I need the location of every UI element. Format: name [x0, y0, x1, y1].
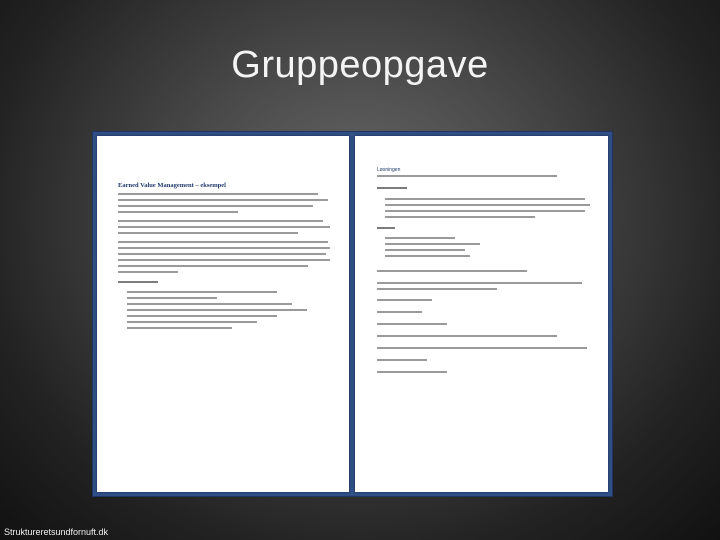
text-line	[377, 323, 447, 325]
text-line	[118, 211, 238, 213]
text-line	[118, 232, 298, 234]
text-line	[377, 187, 407, 189]
text-line	[118, 271, 178, 273]
bullet-line	[385, 210, 585, 212]
list-line	[127, 291, 277, 293]
text-line	[118, 193, 318, 195]
text-line	[377, 311, 422, 313]
bullet-line	[385, 216, 535, 218]
document-page-right	[355, 136, 608, 492]
text-line	[377, 299, 432, 301]
text-line	[377, 371, 447, 373]
list-line	[127, 321, 257, 323]
list-line	[127, 309, 307, 311]
bullet-line	[385, 249, 465, 251]
bullet-line	[385, 204, 590, 206]
text-line	[118, 241, 328, 243]
slide-footer: Struktureretsundfornuft.dk	[4, 527, 109, 537]
text-line	[377, 288, 497, 290]
document-page-left	[97, 136, 349, 492]
list-line	[127, 297, 217, 299]
text-line	[118, 205, 313, 207]
text-line	[118, 226, 330, 228]
text-line	[377, 335, 557, 337]
slide-title: Gruppeopgave	[231, 44, 489, 86]
text-line	[118, 259, 330, 261]
text-line	[377, 270, 527, 272]
document-heading-right: Løsningen	[377, 167, 401, 173]
list-line	[127, 327, 232, 329]
list-line	[127, 303, 292, 305]
list-line	[127, 315, 277, 317]
bullet-line	[385, 255, 470, 257]
text-line	[377, 347, 587, 349]
text-line	[118, 281, 158, 283]
text-line	[118, 247, 330, 249]
bullet-line	[385, 237, 455, 239]
text-line	[377, 282, 582, 284]
text-line	[377, 359, 427, 361]
bullet-line	[385, 243, 480, 245]
bullet-line	[385, 198, 585, 200]
text-line	[118, 220, 323, 222]
text-line	[377, 175, 557, 177]
text-line	[118, 265, 308, 267]
text-line	[118, 253, 326, 255]
document-heading-left: Earned Value Management – eksempel	[118, 182, 226, 189]
document-screenshot	[92, 131, 613, 497]
text-line	[377, 227, 395, 229]
text-line	[118, 199, 328, 201]
